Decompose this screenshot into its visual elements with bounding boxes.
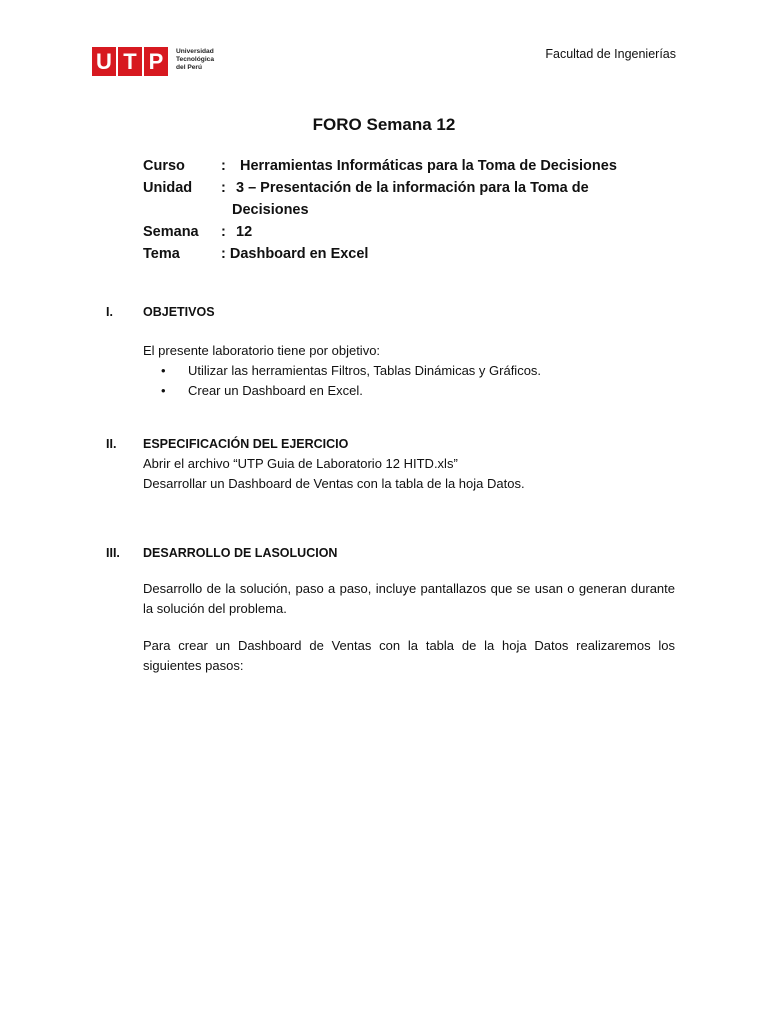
tema-label: Tema <box>143 246 180 262</box>
logo-letter-p: P <box>144 47 168 76</box>
objective-text: Crear un Dashboard en Excel. <box>188 383 363 398</box>
logo-university-name: Universidad Tecnológica del Perú <box>176 48 214 71</box>
section-2-title: ESPECIFICACIÓN DEL EJERCICIO <box>143 437 349 451</box>
curso-value: Herramientas Informáticas para la Toma de Decisiones <box>240 158 617 174</box>
objective-text: Utilizar las herramientas Filtros, Tablas Dinámicas y Gráficos. <box>188 363 542 378</box>
section-3-number: III. <box>106 546 120 560</box>
page-title: FORO Semana 12 <box>312 115 456 134</box>
objectives-list <box>143 361 541 401</box>
unidad-label: Unidad <box>143 180 193 196</box>
bullet-icon: • <box>161 363 166 378</box>
section-3-paragraph-1: Desarrollo de la solución, paso a paso, incluye pantallazos que se usan o generan durante la solución del problema. <box>143 581 675 616</box>
section-1-number: I. <box>106 305 113 319</box>
semana-colon: : <box>221 224 226 240</box>
list-item <box>143 381 541 401</box>
section-2-line2: Desarrollar un Dashboard de Ventas con la tabla de la hoja Datos. <box>143 476 525 491</box>
list-item <box>143 361 541 381</box>
logo-letter-u: U <box>92 47 116 76</box>
logo-letter-t: T <box>118 47 142 76</box>
bullet-icon: • <box>161 383 166 398</box>
section-1-intro: El presente laboratorio tiene por objetivo: <box>143 343 381 358</box>
section-2-number: II. <box>106 437 117 451</box>
unidad-value-line1: 3 – Presentación de la información para la Toma de <box>236 180 589 196</box>
section-3-title: DESARROLLO DE LASOLUCION <box>143 546 338 560</box>
curso-colon: : <box>221 158 226 174</box>
tema-value: : Dashboard en Excel <box>221 246 369 262</box>
faculty-header: Facultad de Ingenierías <box>545 47 676 61</box>
utp-logo <box>92 47 222 77</box>
section-3-paragraph-2: Para crear un Dashboard de Ventas con la tabla de la hoja Datos realizaremos los siguientes pasos: <box>143 638 675 673</box>
unidad-colon: : <box>221 180 226 196</box>
unidad-value-line2: Decisiones <box>232 202 309 218</box>
section-2-line1: Abrir el archivo “UTP Guia de Laboratorio 12 HITD.xls” <box>143 456 458 471</box>
semana-value: 12 <box>236 224 253 240</box>
section-1-title: OBJETIVOS <box>143 305 215 319</box>
semana-label: Semana <box>143 224 199 240</box>
curso-label: Curso <box>143 158 185 174</box>
